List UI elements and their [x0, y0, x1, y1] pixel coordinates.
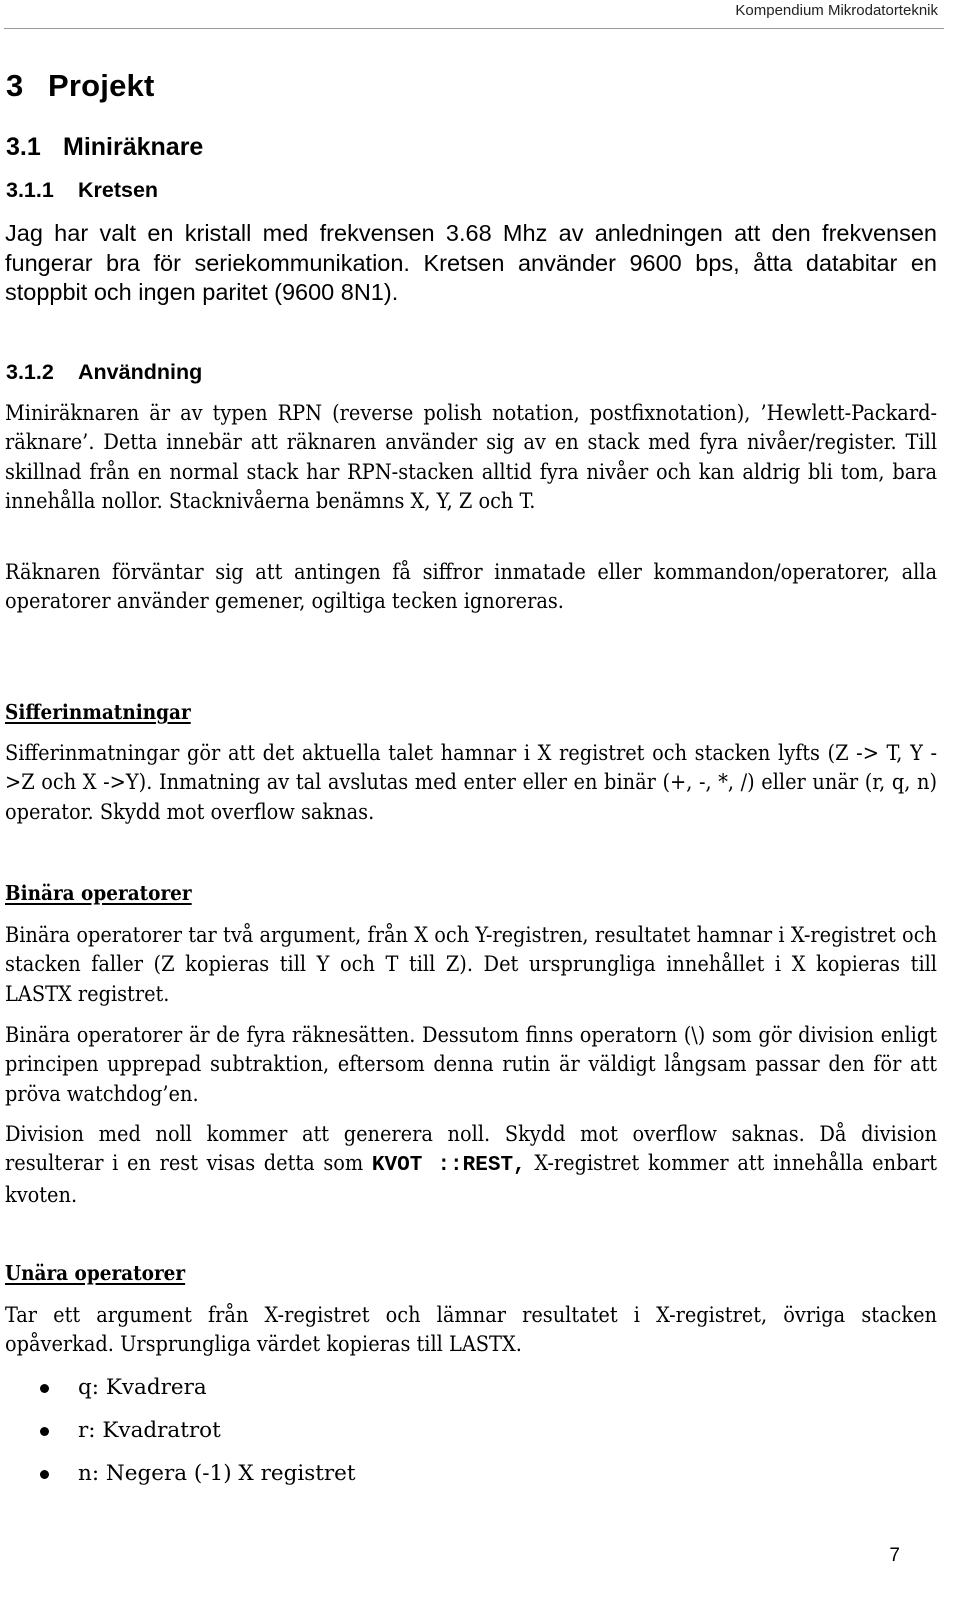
- list-item: [0, 1416, 356, 1459]
- unary-operator-list: [0, 1373, 356, 1502]
- paragraph-input-expectation: Räknaren förväntar sig att antingen få siffror inmatade eller kommandon/operatorer, alla operatorer använder gemener, ogiltiga tecken ignoreras.: [5, 560, 937, 615]
- paragraph-binara-3: [5, 1120, 937, 1210]
- header-divider: [4, 28, 944, 29]
- binara-p3-text-a: Division med noll kommer att generera noll. Skydd mot overflow saknas. Då division resulterar i en rest visas detta som: [5, 1122, 937, 1177]
- heading-sifferinmatningar: Sifferinmatningar: [5, 700, 191, 724]
- subsection-heading-anvandning: [6, 360, 202, 385]
- paragraph-binara-1: Binära operatorer tar två argument, från X och Y-registren, resultatet hamnar i X-registret och stacken faller (Z kopieras till Y och T till Z). Det ursprungliga innehållet i X kopieras till LASTX registret.: [5, 923, 937, 1007]
- running-header: Kompendium Mikrodatorteknik: [735, 2, 938, 19]
- bullet-icon: [40, 1384, 49, 1393]
- subsection-heading-kretsen: [6, 178, 158, 203]
- chapter-number: 3: [6, 68, 24, 103]
- section-number: 3.1: [6, 133, 41, 161]
- list-item-text: r: Kvadratrot: [78, 1418, 221, 1443]
- page-number: 7: [889, 1545, 900, 1566]
- binara-p3-text-b: X-registret kommer att innehålla enbart kvoten.: [5, 1151, 937, 1208]
- subsection-number: 3.1.2: [6, 360, 54, 384]
- bullet-icon: [40, 1427, 49, 1436]
- heading-binara-operatorer: Binära operatorer: [5, 881, 192, 905]
- paragraph-kretsen: Jag har valt en kristall med frekvensen 3.68 Mhz av anledningen att den frekvensen fungerar bra för seriekommunikation. Kretsen använder 9600 bps, åtta databitar en stoppbit och ingen paritet (9600 8N1).: [5, 220, 937, 305]
- paragraph-sifferinmatningar: Sifferinmatningar gör att det aktuella talet hamnar i X registret och stacken lyfts (Z -> T, Y ->Z och X ->Y). Inmatning av tal avslutas med enter eller en binär (+, -, *, /) eller unär (r, q, n) operator. Skydd mot overflow saknas.: [5, 741, 937, 825]
- paragraph-binara-2: Binära operatorer är de fyra räknesätten. Dessutom finns operatorn (\) som gör division enligt principen upprepad subtraktion, eftersom denna rutin är väldigt långsam passar den för att pröva watchdog’en.: [5, 1023, 937, 1107]
- heading-unara-operatorer: Unära operatorer: [5, 1261, 186, 1285]
- section-title: Miniräknare: [63, 133, 204, 161]
- list-item: [0, 1459, 356, 1502]
- list-item-text: n: Negera (-1) X registret: [78, 1461, 356, 1486]
- paragraph-unara: Tar ett argument från X-registret och lämnar resultatet i X-registret, övriga stacken opåverkad. Ursprungliga värdet kopieras till LASTX.: [5, 1303, 937, 1358]
- chapter-title: Projekt: [48, 68, 155, 103]
- section-heading: [6, 133, 203, 162]
- list-item-text: q: Kvadrera: [78, 1375, 207, 1400]
- subsection-number: 3.1.1: [6, 178, 54, 202]
- subsection-title: Kretsen: [78, 178, 159, 202]
- paragraph-rpn-stack: Miniräknaren är av typen RPN (reverse polish notation, postfixnotation), ’Hewlett-Packard-räknare’. Detta innebär att räknaren använder sig av en stack med fyra nivåer/register. Till skillnad från en normal stack har RPN-stacken alltid fyra nivåer och kan aldrig bli tom, bara innehålla nollor. Stacknivåerna benämns X, Y, Z och T.: [5, 401, 937, 515]
- kvot-rest-code: KVOT ::REST,: [371, 1154, 526, 1178]
- chapter-heading: [6, 68, 155, 104]
- subsection-title: Användning: [78, 360, 203, 384]
- list-item: [0, 1373, 356, 1416]
- bullet-icon: [40, 1470, 49, 1479]
